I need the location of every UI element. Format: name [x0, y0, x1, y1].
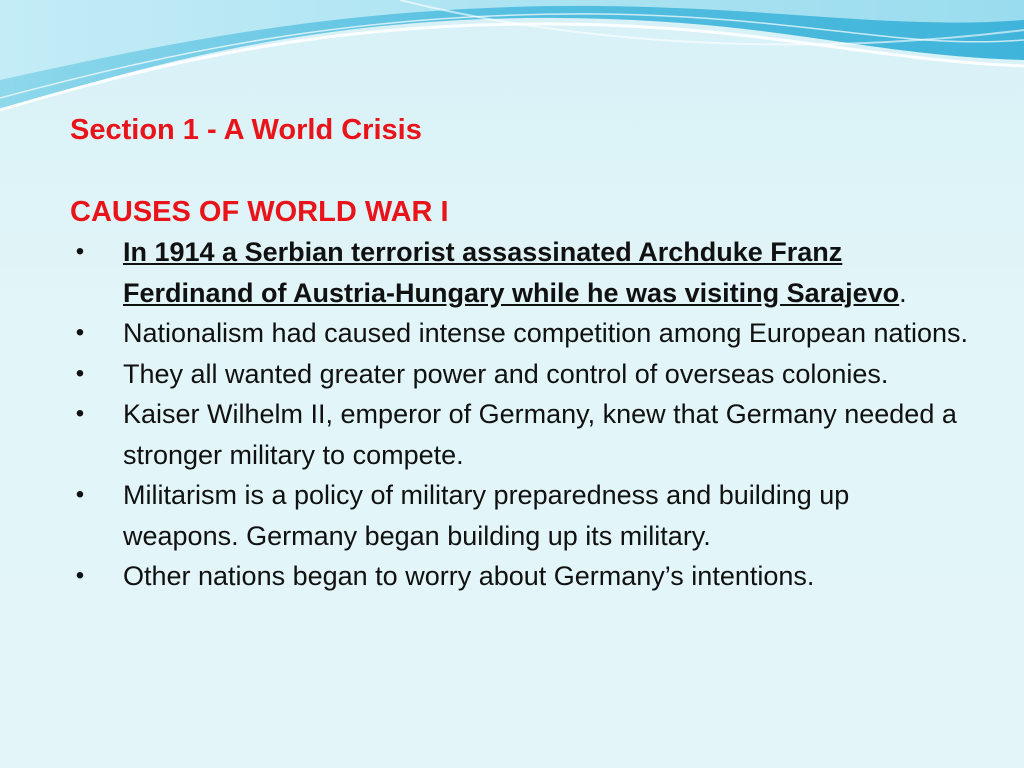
bullet-icon: •: [75, 359, 85, 387]
list-item: [70, 354, 970, 395]
bullet-icon: •: [75, 400, 85, 427]
bullet-text: Kaiser Wilhelm II, emperor of Germany, knew that Germany needed a stronger military to compete.: [123, 399, 957, 470]
list-item: [70, 556, 970, 597]
bullet-icon: •: [75, 238, 85, 265]
spacer: [70, 150, 970, 192]
bullet-icon: •: [75, 481, 85, 508]
bullet-text: Nationalism had caused intense competition among European nations.: [123, 318, 969, 348]
section-title: Section 1 - A World Crisis: [70, 114, 422, 146]
slide-content: [70, 110, 970, 597]
list-item: [70, 394, 970, 475]
bullet-text: Militarism is a policy of military preparedness and building up weapons. Germany began building up its military.: [123, 480, 850, 551]
list-item: [70, 232, 970, 313]
heading: CAUSES OF WORLD WAR I: [70, 196, 449, 228]
list-item: [70, 313, 970, 354]
bullet-icon: •: [75, 562, 85, 589]
bullet-text: Other nations began to worry about Germany’s intentions.: [123, 561, 815, 591]
bullet-text: They all wanted greater power and control of overseas colonies.: [123, 358, 889, 389]
decorative-wave-header: [0, 0, 1024, 120]
emphasized-bullet-text: In 1914 a Serbian terrorist assassinated Archduke Franz Ferdinand of Austria-Hungary while he was visiting Sarajevo: [123, 237, 900, 308]
bullet-list: [70, 232, 970, 597]
list-item: [70, 475, 970, 556]
bullet-icon: •: [75, 319, 85, 346]
bullet-trailing-text: .: [899, 277, 907, 308]
